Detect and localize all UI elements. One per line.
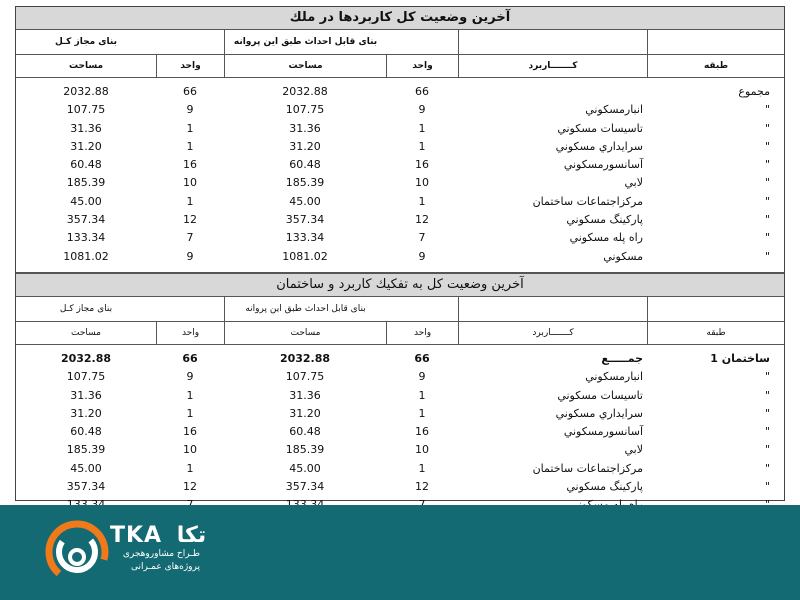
table1-col-unit-allowed: واحد: [156, 55, 224, 77]
cell-unit-permit: 12: [415, 480, 429, 494]
cell-area-allowed: 1081.02: [63, 249, 109, 263]
cell-unit-allowed: 66: [182, 351, 198, 365]
table2-col-area-permit: مساحت: [224, 322, 386, 344]
table2-col-unit-allowed: واحد: [156, 322, 224, 344]
table2-group-blank-2: [647, 297, 784, 321]
cell-area-permit: 185.39: [285, 176, 325, 190]
cell-usage: آسانسورمسكوني: [563, 425, 643, 439]
cell-floor: ": [764, 158, 770, 172]
cell-floor: ": [764, 480, 770, 494]
table2-col-usage: کـــــــاربرد: [458, 322, 647, 344]
cell-unit-permit: 16: [415, 425, 429, 439]
table-row: [16, 478, 784, 496]
table2-col-area-allowed: مساحت: [71, 327, 101, 338]
table1-group-blank-2: [647, 30, 784, 54]
cell-unit-allowed: 1: [186, 121, 194, 135]
cell-area-allowed: 357.34: [66, 480, 106, 494]
cell-area-permit: 45.00: [289, 194, 321, 208]
cell-area-allowed: 2032.88: [60, 351, 112, 365]
table2-group-header: [16, 297, 784, 322]
cell-floor: ": [764, 121, 770, 135]
cell-area-permit: 107.75: [285, 103, 325, 117]
table-row: [16, 174, 784, 192]
cell-unit-allowed: 9: [186, 370, 194, 384]
cell-area-allowed: 357.34: [66, 213, 106, 227]
table-row: [16, 248, 784, 266]
brand-tagline-2: پروژه‌های عمـرانی: [131, 562, 200, 572]
cell-floor: ": [764, 139, 770, 153]
cell-unit-allowed: 66: [183, 85, 197, 98]
table2-group-permit-spacer: [386, 297, 458, 321]
table-row: [16, 83, 784, 101]
cell-usage: [458, 83, 647, 101]
cell-usage: مركزاجتماعات ساختمان: [532, 461, 643, 475]
table-row: [16, 211, 784, 229]
cell-area-permit: 1081.02: [282, 249, 328, 263]
cell-usage: پاركينگ مسكوني: [566, 213, 643, 227]
cell-usage: جمـــــع: [601, 351, 643, 365]
cell-area-allowed: 31.20: [70, 139, 102, 153]
cell-unit-permit: 10: [415, 176, 429, 190]
table-row: [16, 441, 784, 459]
cell-area-permit: 60.48: [289, 425, 321, 439]
cell-unit-permit: 1: [418, 121, 426, 135]
cell-floor: ": [764, 388, 770, 402]
cell-unit-allowed: 1: [186, 194, 194, 208]
cell-area-permit: 185.39: [285, 443, 325, 457]
table1-col-area-allowed: مساحت: [68, 61, 104, 71]
cell-usage: لابي: [624, 443, 643, 457]
cell-area-allowed: 185.39: [66, 443, 106, 457]
brand-tagline-1: طـراح مشاوروهجری: [122, 549, 200, 559]
cell-unit-permit: 1: [418, 194, 426, 208]
cell-usage: سرايداري مسكوني: [555, 406, 643, 420]
cell-area-allowed: 60.48: [70, 425, 102, 439]
cell-area-permit: 31.20: [289, 139, 321, 153]
cell-unit-allowed: 1: [186, 388, 194, 402]
table1-body: [16, 83, 784, 266]
cell-usage: سرايداري مسكوني: [555, 139, 643, 153]
brand-persian: تکا: [176, 523, 207, 548]
cell-area-allowed: 31.20: [70, 406, 102, 420]
table2-group-allowed-spacer: [156, 297, 224, 321]
cell-floor: ": [764, 425, 770, 439]
cell-unit-permit: 66: [415, 85, 429, 98]
cell-unit-allowed: 1: [186, 406, 194, 420]
cell-area-permit: 357.34: [285, 480, 325, 494]
brand-block: [110, 523, 206, 574]
cell-area-permit: 133.34: [285, 231, 325, 245]
cell-floor: ": [764, 370, 770, 384]
cell-unit-allowed: 1: [186, 139, 194, 153]
table2-column-header: [16, 322, 784, 345]
cell-unit-allowed: 12: [183, 480, 197, 494]
cell-unit-permit: 12: [415, 213, 429, 227]
table-row: [16, 229, 784, 247]
cell-area-permit: 107.75: [285, 370, 325, 384]
table1-group-blank-1: [458, 30, 647, 54]
cell-unit-allowed: 9: [186, 103, 194, 117]
table1-col-floor: طبقه: [647, 55, 784, 77]
table1-col-area-permit: مساحت: [224, 55, 386, 77]
cell-unit-allowed: 7: [186, 231, 194, 245]
table-row: [16, 101, 784, 119]
cell-floor: ": [764, 194, 770, 208]
cell-usage: راه پله مسكوني: [569, 231, 643, 245]
cell-unit-allowed: 10: [183, 176, 197, 190]
cell-usage: انبارمسكوني: [585, 370, 643, 384]
cell-usage: انبارمسكوني: [585, 103, 643, 117]
cell-area-allowed: 45.00: [70, 194, 102, 208]
cell-usage: تاسیسات مسكوني: [557, 121, 643, 135]
table-row: [16, 350, 784, 368]
table1-group-allowed-spacer: [156, 30, 224, 54]
cell-floor: ": [764, 406, 770, 420]
table1-col-usage: کـــــــاربرد: [458, 55, 647, 77]
cell-usage: آسانسورمسكوني: [563, 158, 643, 172]
table2-col-unit-permit: واحد: [386, 322, 458, 344]
table1-group-permit: بنای قابل احداث طبق این پروانه: [224, 30, 386, 54]
footer-banner: [0, 505, 800, 600]
cell-unit-permit: 66: [414, 351, 430, 365]
cell-area-permit: 31.36: [289, 388, 321, 402]
table2-group-permit: بنای قابل احداث طبق این پروانه: [224, 297, 386, 321]
cell-area-allowed: 133.34: [66, 231, 106, 245]
cell-floor: ": [764, 443, 770, 457]
cell-unit-permit: 1: [418, 406, 426, 420]
table1-title: آخرين وضعيت كل كاربردها در ملك: [16, 7, 784, 30]
cell-area-allowed: 2032.88: [63, 85, 109, 98]
cell-unit-permit: 1: [418, 139, 426, 153]
cell-unit-permit: 16: [415, 158, 429, 172]
cell-area-allowed: 185.39: [66, 176, 106, 190]
cell-usage: تاسیسات مسكوني: [557, 388, 643, 402]
cell-area-allowed: 31.36: [70, 121, 102, 135]
cell-area-allowed: 107.75: [66, 370, 106, 384]
cell-area-allowed: 107.75: [66, 103, 106, 117]
cell-area-allowed: 31.36: [70, 388, 102, 402]
cell-area-permit: 2032.88: [282, 85, 328, 98]
cell-floor: ": [764, 231, 770, 245]
cell-unit-allowed: 9: [186, 249, 194, 263]
cell-unit-permit: 10: [415, 443, 429, 457]
table2-group-allowed: بنای مجاز کـل: [59, 303, 113, 314]
cell-unit-allowed: 1: [186, 461, 194, 475]
table2-col-floor: طبقه: [647, 322, 784, 344]
cell-floor: ساختمان 1: [710, 351, 770, 365]
table-row: [16, 138, 784, 156]
tka-logo-icon: [46, 519, 108, 585]
table-row: [16, 460, 784, 478]
cell-unit-permit: 9: [418, 370, 426, 384]
table-row: [16, 423, 784, 441]
cell-area-permit: 31.20: [289, 406, 321, 420]
cell-floor: مجموع: [738, 85, 770, 98]
cell-floor: ": [764, 103, 770, 117]
cell-floor: ": [764, 249, 770, 263]
cell-usage: مركزاجتماعات ساختمان: [532, 194, 643, 208]
cell-usage: لابي: [624, 176, 643, 190]
cell-floor: ": [764, 213, 770, 227]
cell-area-permit: 31.36: [289, 121, 321, 135]
cell-unit-permit: 9: [418, 249, 426, 263]
document-sheet: [15, 6, 785, 501]
table1-col-unit-permit: واحد: [386, 55, 458, 77]
brand-latin: TKA: [110, 523, 163, 548]
brand-name: [110, 523, 206, 548]
cell-unit-permit: 9: [418, 103, 426, 117]
table-row: [16, 120, 784, 138]
cell-unit-permit: 7: [418, 231, 426, 245]
table1-group-permit-spacer: [386, 30, 458, 54]
cell-area-permit: 60.48: [289, 158, 321, 172]
cell-unit-allowed: 12: [183, 213, 197, 227]
cell-usage: مسكوني: [603, 249, 643, 263]
cell-unit-allowed: 10: [183, 443, 197, 457]
table-row: [16, 387, 784, 405]
table-row: [16, 405, 784, 423]
cell-unit-permit: 1: [418, 388, 426, 402]
cell-unit-allowed: 16: [183, 425, 197, 439]
table1-column-header: [16, 55, 784, 78]
cell-area-allowed: 45.00: [70, 461, 102, 475]
cell-unit-permit: 1: [418, 461, 426, 475]
cell-area-allowed: 60.48: [70, 158, 102, 172]
table2-body: [16, 350, 784, 515]
table-row: [16, 368, 784, 386]
table2-title: آخرين وضعيت كل به تفكيك كاربرد و ساختمان: [16, 272, 784, 297]
table2-group-blank-1: [458, 297, 647, 321]
cell-floor: ": [764, 461, 770, 475]
table-row: [16, 156, 784, 174]
table-row: [16, 193, 784, 211]
table1-group-header: [16, 30, 784, 55]
cell-area-permit: 2032.88: [279, 351, 331, 365]
cell-area-permit: 45.00: [289, 461, 321, 475]
cell-floor: ": [764, 176, 770, 190]
cell-unit-allowed: 16: [183, 158, 197, 172]
cell-usage: پاركينگ مسكوني: [566, 480, 643, 494]
table1-group-allowed: بنای مجاز کـل: [55, 37, 117, 47]
cell-area-permit: 357.34: [285, 213, 325, 227]
